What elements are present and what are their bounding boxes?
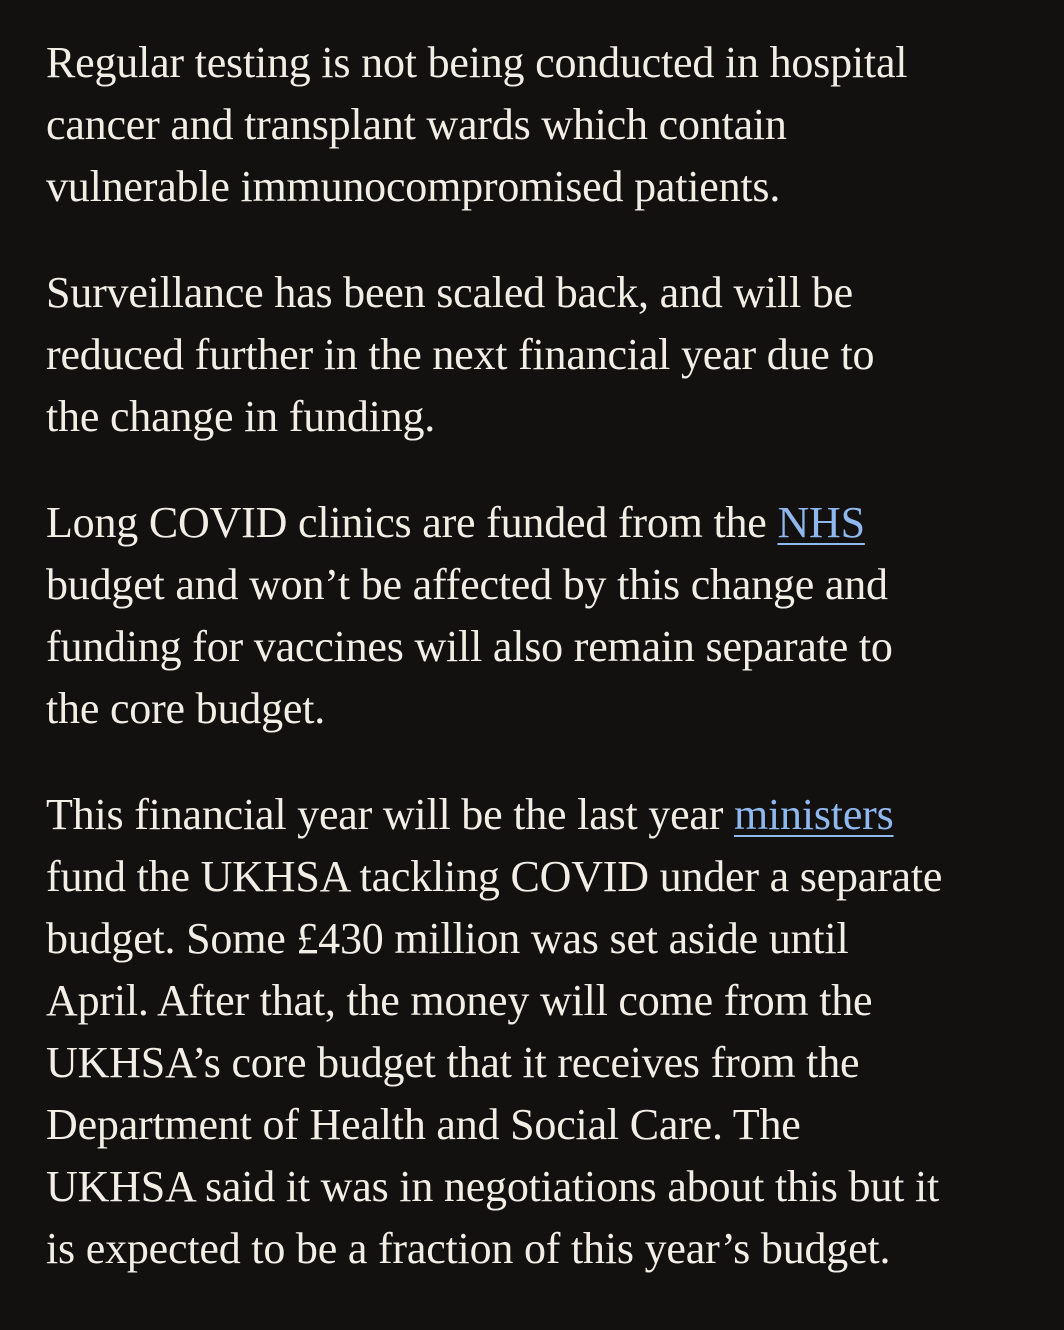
article-body <box>46 32 1046 1324</box>
paragraph-surveillance <box>46 262 1046 448</box>
text-line: vulnerable immunocompromised patients. <box>46 162 781 211</box>
paragraph-long-covid <box>46 492 1046 740</box>
text-line: Department of Health and Social Care. The <box>46 1100 801 1149</box>
text-line: the change in funding. <box>46 392 436 441</box>
paragraph-financial-year <box>46 784 1046 1280</box>
text-line: is expected to be a fraction of this year’s budget. <box>46 1224 891 1273</box>
text-line: the core budget. <box>46 684 326 733</box>
paragraph-testing <box>46 32 1046 218</box>
text-line: budget. Some £430 million was set aside until <box>46 914 849 963</box>
text-line: UKHSA’s core budget that it receives from the <box>46 1038 860 1087</box>
text-line: Regular testing is not being conducted in hospital <box>46 38 908 87</box>
text-fragment: This financial year will be the last year <box>46 790 734 839</box>
text-line: funding for vaccines will also remain separate to <box>46 622 893 671</box>
text-line <box>46 784 1046 846</box>
text-line: budget and won’t be affected by this change and <box>46 560 888 609</box>
text-line: fund the UKHSA tackling COVID under a separate <box>46 852 943 901</box>
text-line <box>46 492 1046 554</box>
text-fragment: Long COVID clinics are funded from the <box>46 498 778 547</box>
text-line: Surveillance has been scaled back, and will be <box>46 268 853 317</box>
text-line: UKHSA said it was in negotiations about this but it <box>46 1162 940 1211</box>
text-line: April. After that, the money will come from the <box>46 976 873 1025</box>
text-line: reduced further in the next financial year due to <box>46 330 875 379</box>
ministers-link[interactable]: ministers <box>734 790 894 839</box>
nhs-link[interactable]: NHS <box>777 498 865 547</box>
text-line: cancer and transplant wards which contain <box>46 100 787 149</box>
